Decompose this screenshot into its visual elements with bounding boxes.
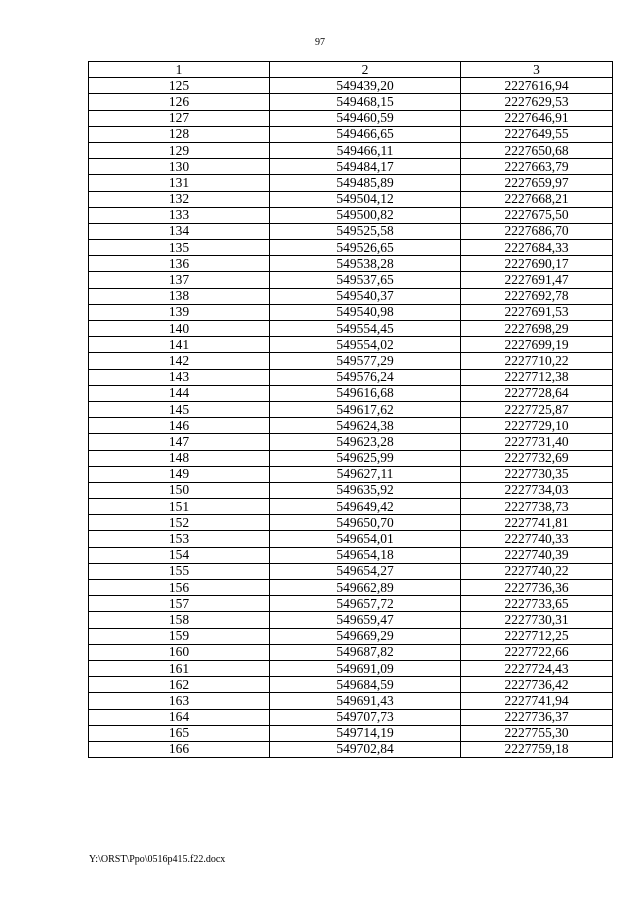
- point-number-cell: 145: [89, 401, 270, 417]
- table-row: [89, 110, 613, 126]
- point-number-cell: 161: [89, 660, 270, 676]
- y-coordinate-cell: 2227728,64: [461, 385, 613, 401]
- table-row: [89, 612, 613, 628]
- x-coordinate-cell: 549687,82: [270, 644, 461, 660]
- y-coordinate-cell: 2227734,03: [461, 482, 613, 498]
- x-coordinate-cell: 549500,82: [270, 207, 461, 223]
- table-row: [89, 288, 613, 304]
- point-number-cell: 133: [89, 207, 270, 223]
- table-row: [89, 223, 613, 239]
- table-row: [89, 709, 613, 725]
- point-number-cell: 137: [89, 272, 270, 288]
- x-coordinate-cell: 549654,18: [270, 547, 461, 563]
- x-coordinate-cell: 549554,02: [270, 337, 461, 353]
- x-coordinate-cell: 549537,65: [270, 272, 461, 288]
- y-coordinate-cell: 2227629,53: [461, 94, 613, 110]
- y-coordinate-cell: 2227686,70: [461, 223, 613, 239]
- point-number-cell: 132: [89, 191, 270, 207]
- table-row: [89, 547, 613, 563]
- table-row: [89, 240, 613, 256]
- y-coordinate-cell: 2227663,79: [461, 159, 613, 175]
- point-number-cell: 151: [89, 499, 270, 515]
- point-number-cell: 144: [89, 385, 270, 401]
- column-header-3: 3: [461, 62, 613, 78]
- y-coordinate-cell: 2227736,36: [461, 580, 613, 596]
- x-coordinate-cell: 549662,89: [270, 580, 461, 596]
- table-row: [89, 401, 613, 417]
- y-coordinate-cell: 2227730,35: [461, 466, 613, 482]
- coordinates-table: [88, 61, 613, 758]
- point-number-cell: 158: [89, 612, 270, 628]
- point-number-cell: 160: [89, 644, 270, 660]
- point-number-cell: 129: [89, 142, 270, 158]
- table-row: [89, 434, 613, 450]
- x-coordinate-cell: 549577,29: [270, 353, 461, 369]
- x-coordinate-cell: 549554,45: [270, 321, 461, 337]
- y-coordinate-cell: 2227759,18: [461, 741, 613, 757]
- x-coordinate-cell: 549538,28: [270, 256, 461, 272]
- y-coordinate-cell: 2227646,91: [461, 110, 613, 126]
- x-coordinate-cell: 549616,68: [270, 385, 461, 401]
- table-row: [89, 450, 613, 466]
- table-row: [89, 628, 613, 644]
- point-number-cell: 126: [89, 94, 270, 110]
- point-number-cell: 146: [89, 418, 270, 434]
- table-row: [89, 499, 613, 515]
- y-coordinate-cell: 2227733,65: [461, 596, 613, 612]
- point-number-cell: 136: [89, 256, 270, 272]
- y-coordinate-cell: 2227736,37: [461, 709, 613, 725]
- point-number-cell: 143: [89, 369, 270, 385]
- point-number-cell: 164: [89, 709, 270, 725]
- point-number-cell: 125: [89, 78, 270, 94]
- y-coordinate-cell: 2227684,33: [461, 240, 613, 256]
- table-row: [89, 725, 613, 741]
- x-coordinate-cell: 549623,28: [270, 434, 461, 450]
- y-coordinate-cell: 2227675,50: [461, 207, 613, 223]
- x-coordinate-cell: 549654,27: [270, 563, 461, 579]
- column-header-1: 1: [89, 62, 270, 78]
- y-coordinate-cell: 2227616,94: [461, 78, 613, 94]
- x-coordinate-cell: 549702,84: [270, 741, 461, 757]
- y-coordinate-cell: 2227691,47: [461, 272, 613, 288]
- y-coordinate-cell: 2227650,68: [461, 142, 613, 158]
- y-coordinate-cell: 2227690,17: [461, 256, 613, 272]
- point-number-cell: 166: [89, 741, 270, 757]
- table-row: [89, 304, 613, 320]
- y-coordinate-cell: 2227725,87: [461, 401, 613, 417]
- y-coordinate-cell: 2227712,38: [461, 369, 613, 385]
- point-number-cell: 134: [89, 223, 270, 239]
- point-number-cell: 153: [89, 531, 270, 547]
- table-row: [89, 126, 613, 142]
- point-number-cell: 163: [89, 693, 270, 709]
- y-coordinate-cell: 2227699,19: [461, 337, 613, 353]
- x-coordinate-cell: 549669,29: [270, 628, 461, 644]
- point-number-cell: 138: [89, 288, 270, 304]
- point-number-cell: 157: [89, 596, 270, 612]
- table-row: [89, 78, 613, 94]
- point-number-cell: 128: [89, 126, 270, 142]
- table-body: [89, 78, 613, 758]
- x-coordinate-cell: 549635,92: [270, 482, 461, 498]
- table-row: [89, 256, 613, 272]
- x-coordinate-cell: 549707,73: [270, 709, 461, 725]
- y-coordinate-cell: 2227710,22: [461, 353, 613, 369]
- point-number-cell: 139: [89, 304, 270, 320]
- x-coordinate-cell: 549485,89: [270, 175, 461, 191]
- table-row: [89, 337, 613, 353]
- x-coordinate-cell: 549466,11: [270, 142, 461, 158]
- y-coordinate-cell: 2227729,10: [461, 418, 613, 434]
- y-coordinate-cell: 2227712,25: [461, 628, 613, 644]
- point-number-cell: 131: [89, 175, 270, 191]
- x-coordinate-cell: 549627,11: [270, 466, 461, 482]
- column-header-2: 2: [270, 62, 461, 78]
- point-number-cell: 150: [89, 482, 270, 498]
- y-coordinate-cell: 2227741,81: [461, 515, 613, 531]
- point-number-cell: 127: [89, 110, 270, 126]
- point-number-cell: 148: [89, 450, 270, 466]
- y-coordinate-cell: 2227755,30: [461, 725, 613, 741]
- table-row: [89, 353, 613, 369]
- point-number-cell: 156: [89, 580, 270, 596]
- point-number-cell: 152: [89, 515, 270, 531]
- table-row: [89, 515, 613, 531]
- y-coordinate-cell: 2227668,21: [461, 191, 613, 207]
- y-coordinate-cell: 2227731,40: [461, 434, 613, 450]
- table-row: [89, 660, 613, 676]
- table-row: [89, 677, 613, 693]
- point-number-cell: 162: [89, 677, 270, 693]
- table-row: [89, 482, 613, 498]
- y-coordinate-cell: 2227698,29: [461, 321, 613, 337]
- table-header-row: [89, 62, 613, 78]
- table-row: [89, 580, 613, 596]
- page-number: 97: [315, 37, 325, 48]
- table-row: [89, 272, 613, 288]
- table-row: [89, 563, 613, 579]
- x-coordinate-cell: 549657,72: [270, 596, 461, 612]
- table-row: [89, 207, 613, 223]
- x-coordinate-cell: 549659,47: [270, 612, 461, 628]
- point-number-cell: 140: [89, 321, 270, 337]
- table-row: [89, 159, 613, 175]
- x-coordinate-cell: 549540,98: [270, 304, 461, 320]
- footer-file-path: Y:\ORST\Ppo\0516p415.f22.docx: [89, 854, 226, 865]
- table-row: [89, 385, 613, 401]
- x-coordinate-cell: 549540,37: [270, 288, 461, 304]
- x-coordinate-cell: 549691,43: [270, 693, 461, 709]
- y-coordinate-cell: 2227659,97: [461, 175, 613, 191]
- y-coordinate-cell: 2227736,42: [461, 677, 613, 693]
- x-coordinate-cell: 549525,58: [270, 223, 461, 239]
- x-coordinate-cell: 549460,59: [270, 110, 461, 126]
- table-row: [89, 191, 613, 207]
- point-number-cell: 149: [89, 466, 270, 482]
- y-coordinate-cell: 2227724,43: [461, 660, 613, 676]
- y-coordinate-cell: 2227740,39: [461, 547, 613, 563]
- point-number-cell: 165: [89, 725, 270, 741]
- table-row: [89, 142, 613, 158]
- x-coordinate-cell: 549466,65: [270, 126, 461, 142]
- x-coordinate-cell: 549617,62: [270, 401, 461, 417]
- table-row: [89, 418, 613, 434]
- table-row: [89, 596, 613, 612]
- y-coordinate-cell: 2227691,53: [461, 304, 613, 320]
- x-coordinate-cell: 549714,19: [270, 725, 461, 741]
- y-coordinate-cell: 2227740,22: [461, 563, 613, 579]
- table-row: [89, 466, 613, 482]
- point-number-cell: 147: [89, 434, 270, 450]
- x-coordinate-cell: 549691,09: [270, 660, 461, 676]
- y-coordinate-cell: 2227722,66: [461, 644, 613, 660]
- y-coordinate-cell: 2227732,69: [461, 450, 613, 466]
- y-coordinate-cell: 2227692,78: [461, 288, 613, 304]
- y-coordinate-cell: 2227730,31: [461, 612, 613, 628]
- x-coordinate-cell: 549526,65: [270, 240, 461, 256]
- point-number-cell: 141: [89, 337, 270, 353]
- x-coordinate-cell: 549576,24: [270, 369, 461, 385]
- table-row: [89, 644, 613, 660]
- y-coordinate-cell: 2227740,33: [461, 531, 613, 547]
- table-row: [89, 94, 613, 110]
- x-coordinate-cell: 549504,12: [270, 191, 461, 207]
- y-coordinate-cell: 2227738,73: [461, 499, 613, 515]
- point-number-cell: 135: [89, 240, 270, 256]
- table-row: [89, 693, 613, 709]
- x-coordinate-cell: 549468,15: [270, 94, 461, 110]
- x-coordinate-cell: 549439,20: [270, 78, 461, 94]
- x-coordinate-cell: 549484,17: [270, 159, 461, 175]
- x-coordinate-cell: 549649,42: [270, 499, 461, 515]
- x-coordinate-cell: 549625,99: [270, 450, 461, 466]
- point-number-cell: 159: [89, 628, 270, 644]
- x-coordinate-cell: 549654,01: [270, 531, 461, 547]
- point-number-cell: 130: [89, 159, 270, 175]
- table-row: [89, 369, 613, 385]
- table-row: [89, 531, 613, 547]
- x-coordinate-cell: 549650,70: [270, 515, 461, 531]
- table-row: [89, 175, 613, 191]
- point-number-cell: 154: [89, 547, 270, 563]
- table-row: [89, 741, 613, 757]
- point-number-cell: 142: [89, 353, 270, 369]
- point-number-cell: 155: [89, 563, 270, 579]
- x-coordinate-cell: 549684,59: [270, 677, 461, 693]
- y-coordinate-cell: 2227649,55: [461, 126, 613, 142]
- table-row: [89, 321, 613, 337]
- x-coordinate-cell: 549624,38: [270, 418, 461, 434]
- y-coordinate-cell: 2227741,94: [461, 693, 613, 709]
